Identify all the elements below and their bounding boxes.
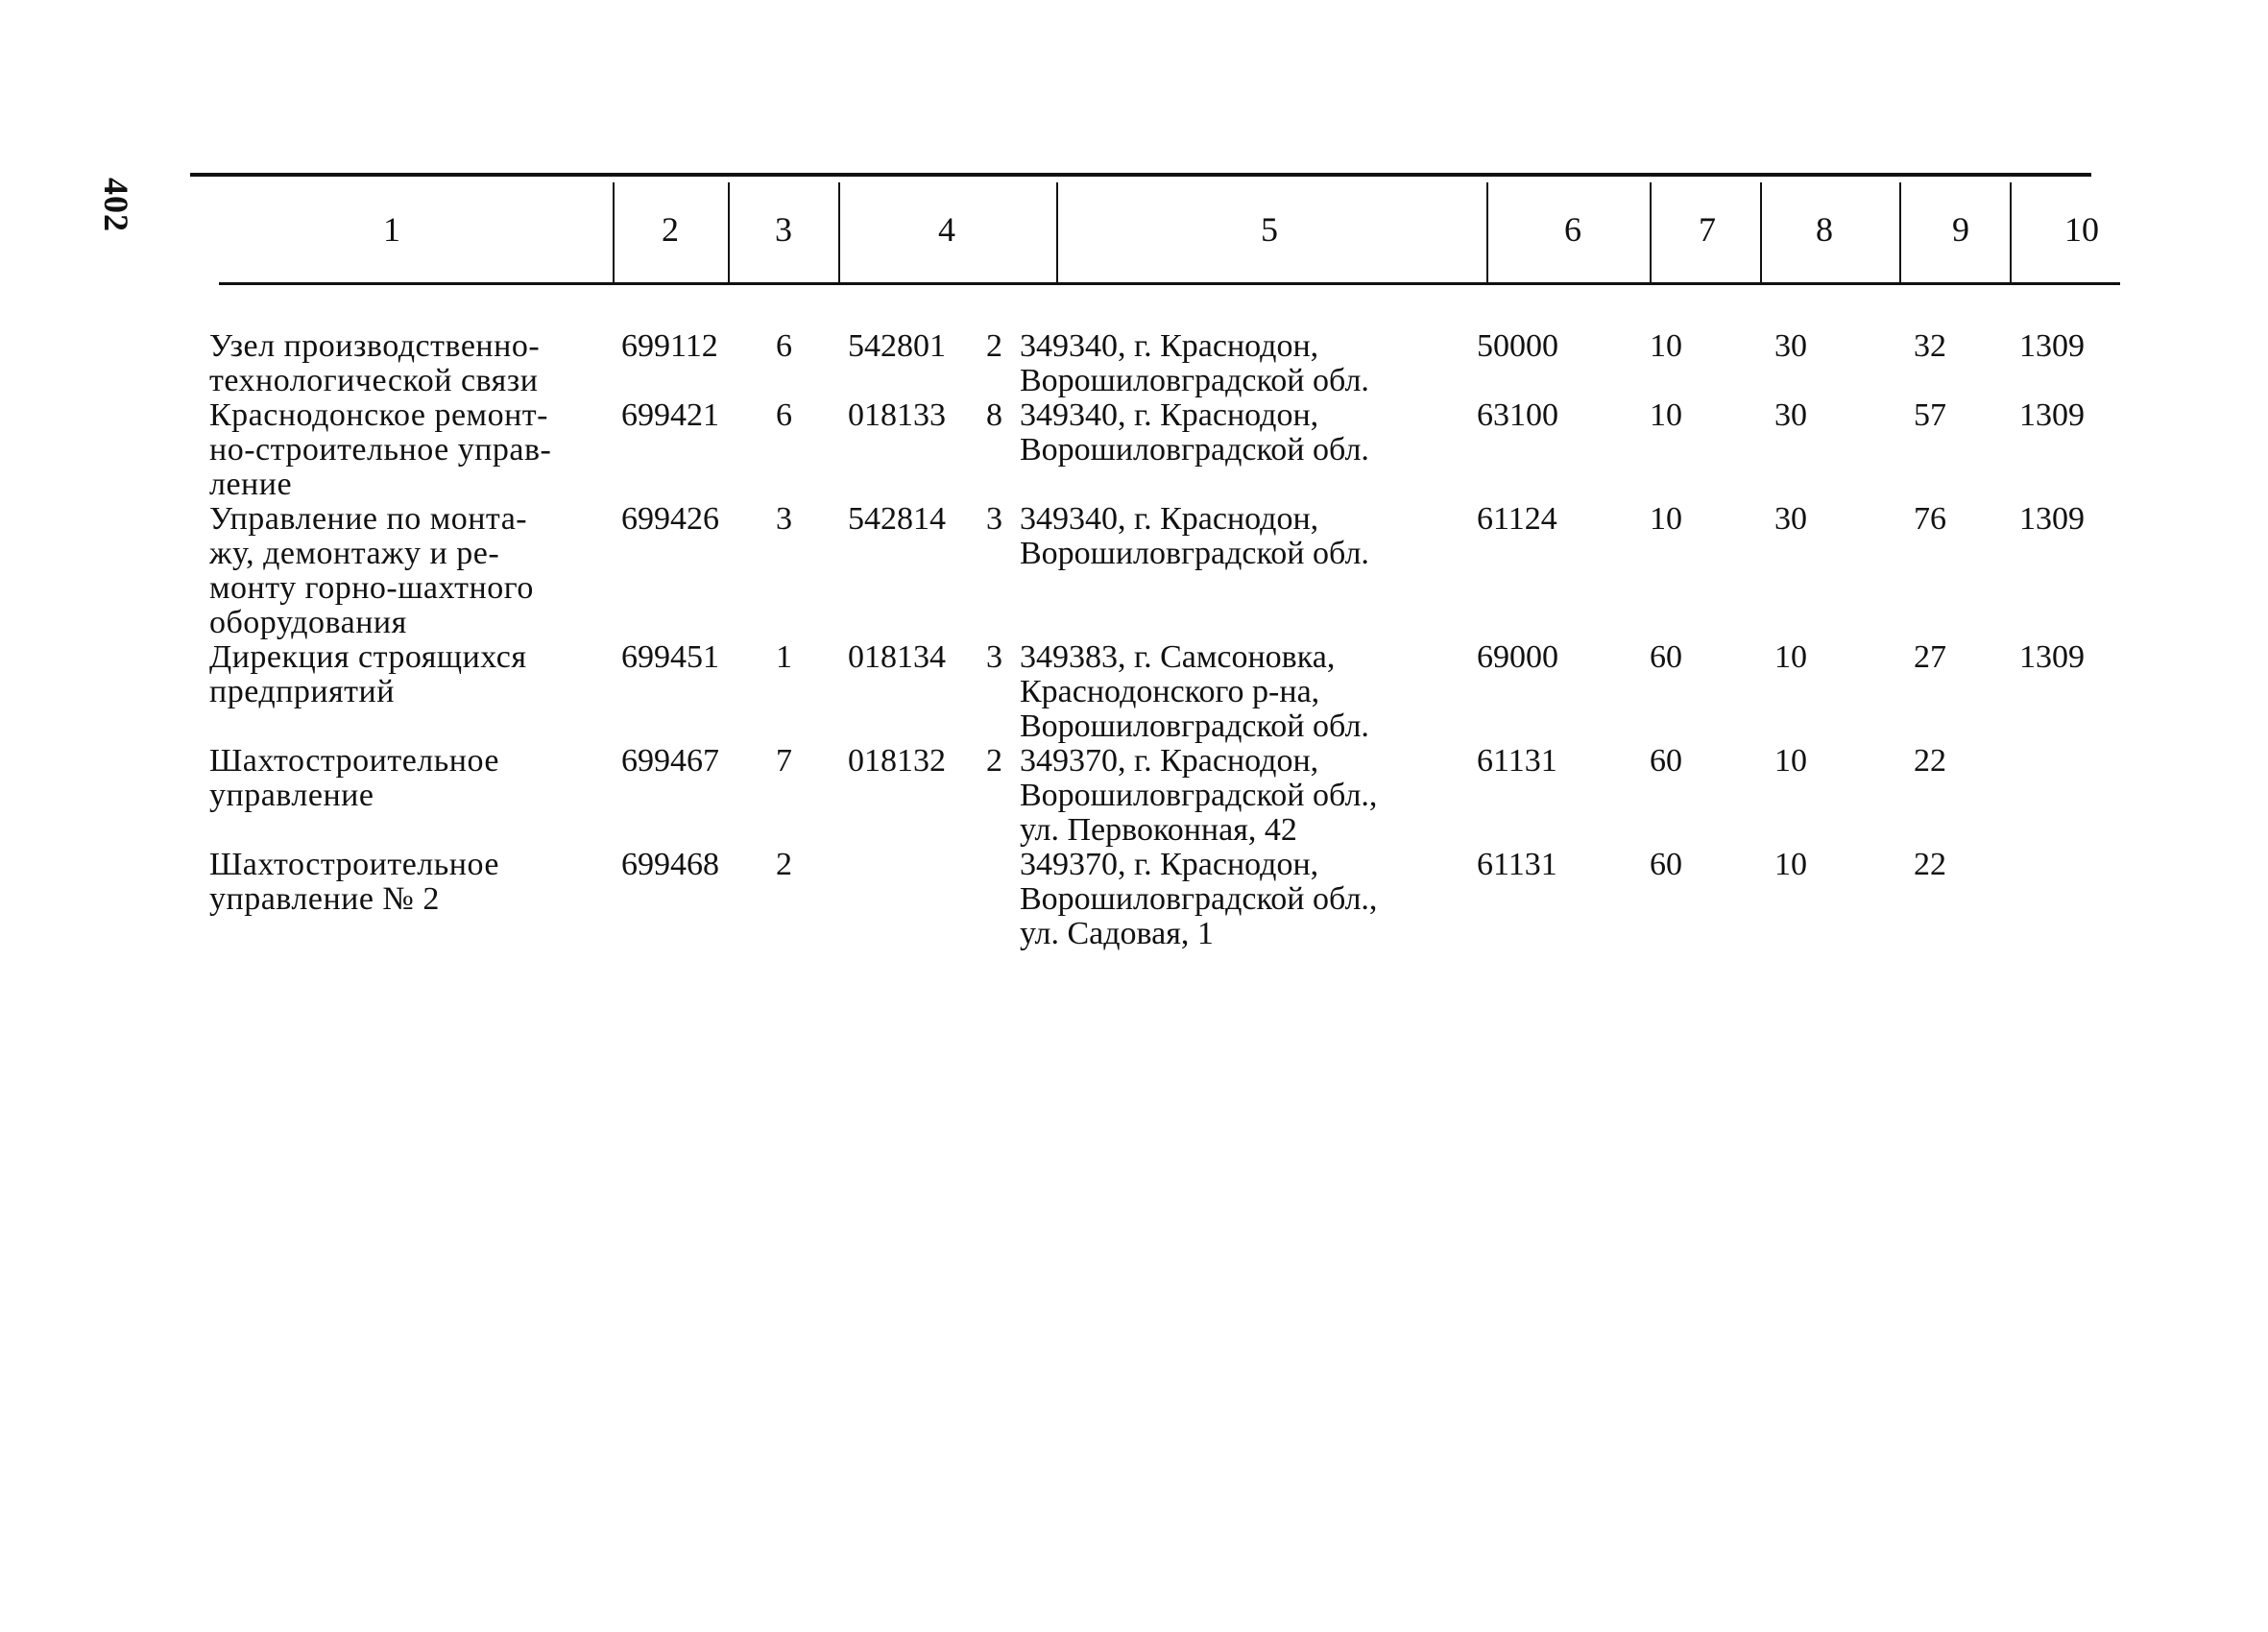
table-cell-check-digit: 3 [986, 501, 1002, 537]
table-cell-col8: 30 [1774, 397, 1807, 433]
column-header-6: 6 [1564, 210, 1581, 249]
table-cell-col9: 22 [1914, 743, 1946, 779]
column-header-7: 7 [1699, 210, 1716, 249]
table-cell-digit: 2 [776, 847, 792, 882]
table-cell-number: 542814 [848, 501, 946, 537]
column-divider [838, 182, 840, 282]
table-cell-organization: Шахтостроительное управление [209, 743, 499, 813]
table-cell-number: 018133 [848, 397, 946, 433]
table-cell-check-digit: 3 [986, 639, 1002, 675]
table-cell-col7: 60 [1650, 743, 1682, 779]
table-cell-code: 699467 [621, 743, 719, 779]
table-cell-col8: 30 [1774, 328, 1807, 364]
table-cell-check-digit: 2 [986, 328, 1002, 364]
table-cell-code: 699112 [621, 328, 718, 364]
table-cell-col9: 32 [1914, 328, 1946, 364]
table-cell-organization: Управление по монта- жу, демонтажу и ре- монту горно-шахтного оборудования [209, 501, 534, 640]
column-header-2: 2 [662, 210, 679, 249]
column-divider [1056, 182, 1058, 282]
table-cell-col8: 10 [1774, 847, 1807, 882]
table-cell-digit: 6 [776, 397, 792, 433]
table-cell-code: 699451 [621, 639, 719, 675]
column-divider [2010, 182, 2012, 282]
table-cell-col10: 1309 [2019, 328, 2085, 364]
table-cell-address: 349370, г. Краснодон, Ворошиловградской обл., ул. Первоконная, 42 [1020, 743, 1378, 848]
table-cell-check-digit: 2 [986, 743, 1002, 779]
table-cell-digit: 6 [776, 328, 792, 364]
column-header-8: 8 [1816, 210, 1833, 249]
table-cell-col6: 61124 [1477, 501, 1557, 537]
table-cell-digit: 3 [776, 501, 792, 537]
table-cell-col9: 22 [1914, 847, 1946, 882]
table-cell-col6: 61131 [1477, 743, 1557, 779]
table-cell-address: 349340, г. Краснодон, Ворошиловградской обл. [1020, 328, 1369, 398]
table-cell-organization: Шахтостроительное управление № 2 [209, 847, 499, 917]
table-cell-address: 349370, г. Краснодон, Ворошиловградской обл., ул. Садовая, 1 [1020, 847, 1378, 951]
table-cell-organization: Краснодонское ремонт- но-строительное управ- ление [209, 397, 552, 502]
page-number: 402 [97, 178, 135, 232]
table-top-rule [190, 173, 2091, 177]
table-cell-address: 349383, г. Самсоновка, Краснодонского р-на, Ворошиловградской обл. [1020, 639, 1369, 744]
table-cell-col7: 10 [1650, 328, 1682, 364]
column-header-10: 10 [2064, 210, 2099, 249]
table-cell-organization: Узел производственно- технологической связи [209, 328, 541, 398]
column-divider [1760, 182, 1762, 282]
table-cell-number: 018134 [848, 639, 946, 675]
table-cell-col10: 1309 [2019, 501, 2085, 537]
table-cell-code: 699426 [621, 501, 719, 537]
table-cell-col6: 63100 [1477, 397, 1558, 433]
column-divider [1899, 182, 1901, 282]
table-cell-number: 018132 [848, 743, 946, 779]
table-cell-address: 349340, г. Краснодон, Ворошиловградской обл. [1020, 397, 1369, 468]
table-cell-code: 699468 [621, 847, 719, 882]
table-cell-col6: 50000 [1477, 328, 1558, 364]
table-cell-col9: 27 [1914, 639, 1946, 675]
table-cell-address: 349340, г. Краснодон, Ворошиловградской обл. [1020, 501, 1369, 571]
table-cell-col7: 10 [1650, 501, 1682, 537]
column-divider [613, 182, 615, 282]
table-cell-col8: 10 [1774, 639, 1807, 675]
column-header-4: 4 [938, 210, 955, 249]
column-divider [1650, 182, 1652, 282]
column-header-3: 3 [775, 210, 792, 249]
column-divider [728, 182, 730, 282]
table-cell-col9: 57 [1914, 397, 1946, 433]
table-cell-col7: 60 [1650, 639, 1682, 675]
table-cell-col6: 69000 [1477, 639, 1558, 675]
table-cell-digit: 1 [776, 639, 792, 675]
table-cell-col7: 60 [1650, 847, 1682, 882]
table-header-rule [219, 282, 2120, 285]
table-cell-col10: 1309 [2019, 639, 2085, 675]
table-cell-organization: Дирекция строящихся предприятий [209, 639, 527, 709]
table-cell-number: 542801 [848, 328, 946, 364]
table-cell-code: 699421 [621, 397, 719, 433]
table-cell-col6: 61131 [1477, 847, 1557, 882]
column-divider [1486, 182, 1488, 282]
table-cell-check-digit: 8 [986, 397, 1002, 433]
column-header-1: 1 [383, 210, 400, 249]
column-header-9: 9 [1952, 210, 1969, 249]
table-cell-col8: 10 [1774, 743, 1807, 779]
table-cell-col8: 30 [1774, 501, 1807, 537]
column-header-5: 5 [1261, 210, 1278, 249]
table-cell-digit: 7 [776, 743, 792, 779]
table-cell-col9: 76 [1914, 501, 1946, 537]
table-cell-col10: 1309 [2019, 397, 2085, 433]
table-cell-col7: 10 [1650, 397, 1682, 433]
